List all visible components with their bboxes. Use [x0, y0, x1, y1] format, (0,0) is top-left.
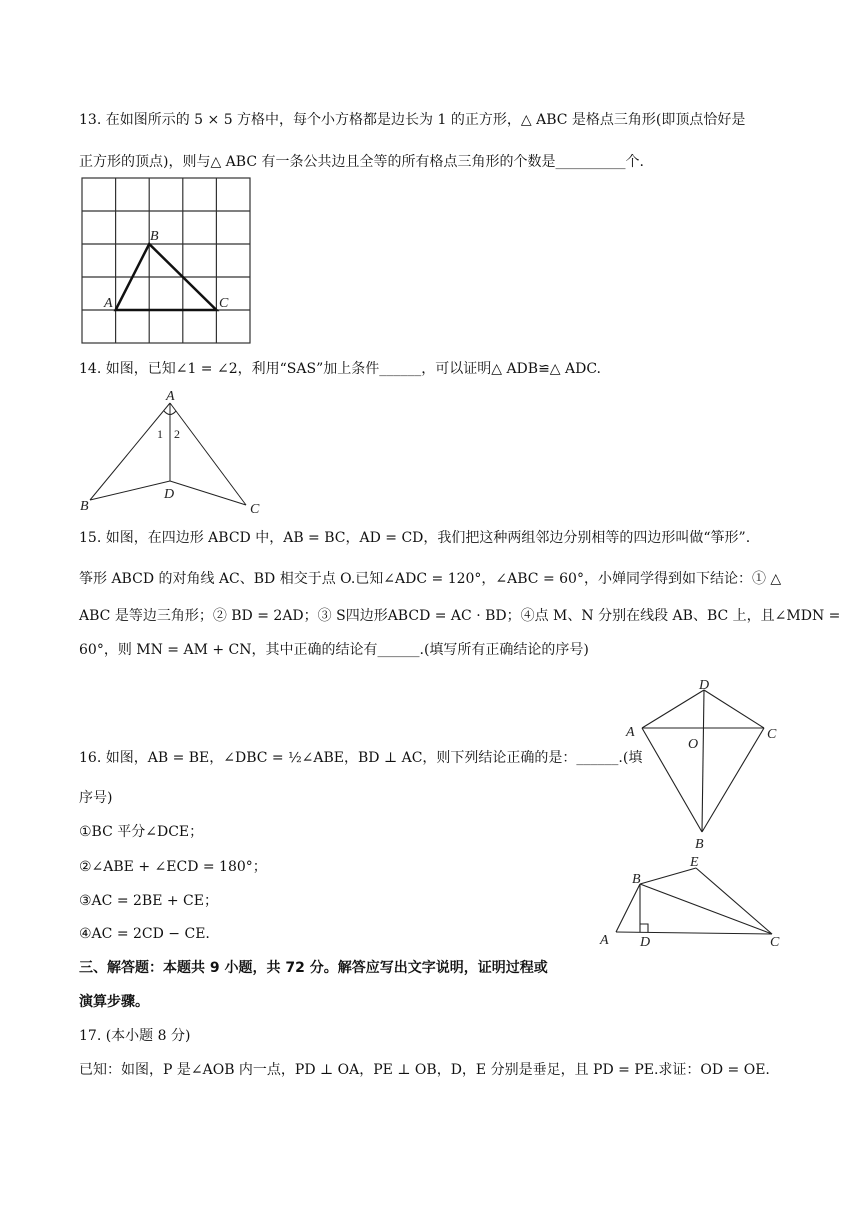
q15-text-line4: 60°，则 MN = AM + CN，其中正确的结论有______.(填写所有正确结论的序号) [79, 642, 589, 658]
q16-option-3: ③AC = 2BE + CE； [79, 893, 218, 909]
q14-triangle-figure [78, 388, 268, 516]
label-angle-2: 2 [174, 427, 180, 441]
label-c: C [250, 502, 260, 516]
label-a: A [626, 725, 635, 740]
q13-text-line1: 13. 在如图所示的 5 × 5 方格中，每个小方格都是边长为 1 的正方形，△ ABC 是格点三角形(即顶点恰好是 [79, 112, 746, 128]
q16-option-4: ④AC = 2CD − CE. [79, 926, 210, 942]
q16-text-line2: 序号) [79, 790, 113, 806]
q13-text-line2: 正方形的顶点)，则与△ ABC 有一条公共边且全等的所有格点三角形的个数是__________个. [79, 154, 644, 170]
q15-text-line2: 筝形 ABCD 的对角线 AC、BD 相交于点 O.已知∠ADC = 120°，∠ABC = 60°，小婵同学得到如下结论：① △ [79, 571, 782, 587]
q16-option-1: ①BC 平分∠DCE； [79, 824, 204, 840]
label-b: B [150, 229, 159, 244]
label-c: C [770, 935, 780, 950]
q13-grid-figure [80, 176, 252, 346]
label-b: B [632, 872, 641, 887]
label-b: B [80, 499, 89, 514]
q15-text-line1: 15. 如图，在四边形 ABCD 中，AB = BC，AD = CD，我们把这种两组邻边分别相等的四边形叫做“筝形”. [79, 530, 751, 546]
label-a: A [600, 933, 609, 948]
label-d: D [699, 678, 710, 693]
q17-title: 17. (本小题 8 分) [79, 1028, 191, 1044]
label-c: C [219, 296, 229, 311]
label-d: D [640, 935, 651, 950]
q16-text-line1: 16. 如图，AB = BE，∠DBC = ½∠ABE，BD ⊥ AC，则下列结论正确的是：______.(填 [79, 750, 643, 766]
q15-text-line3: ABC 是等边三角形；② BD = 2AD；③ S四边形ABCD = AC · BD；④点 M、N 分别在线段 AB、BC 上，且∠MDN = [79, 608, 841, 624]
label-a: A [166, 389, 175, 404]
label-angle-1: 1 [157, 427, 163, 441]
label-a: A [104, 296, 113, 311]
q15-kite-figure [622, 676, 790, 852]
q14-text-line1: 14. 如图，已知∠1 = ∠2，利用“SAS”加上条件______，可以证明△ ADB≌△ ADC. [79, 361, 602, 377]
label-b: B [695, 837, 704, 852]
q17-body: 已知：如图，P 是∠AOB 内一点，PD ⊥ OA，PE ⊥ OB，D，E 分别是垂足，且 PD = PE.求证：OD = OE. [79, 1062, 770, 1078]
label-e: E [690, 855, 699, 870]
label-o: O [688, 737, 699, 752]
q16-option-2: ②∠ABE + ∠ECD = 180°； [79, 859, 267, 875]
section3-heading-line2: 演算步骤。 [79, 994, 149, 1010]
label-c: C [767, 727, 777, 742]
section3-heading-line1: 三、解答题：本题共 9 小题，共 72 分。解答应写出文字说明，证明过程或 [79, 960, 548, 976]
label-d: D [164, 487, 175, 502]
q16-triangle-figure [596, 852, 790, 952]
